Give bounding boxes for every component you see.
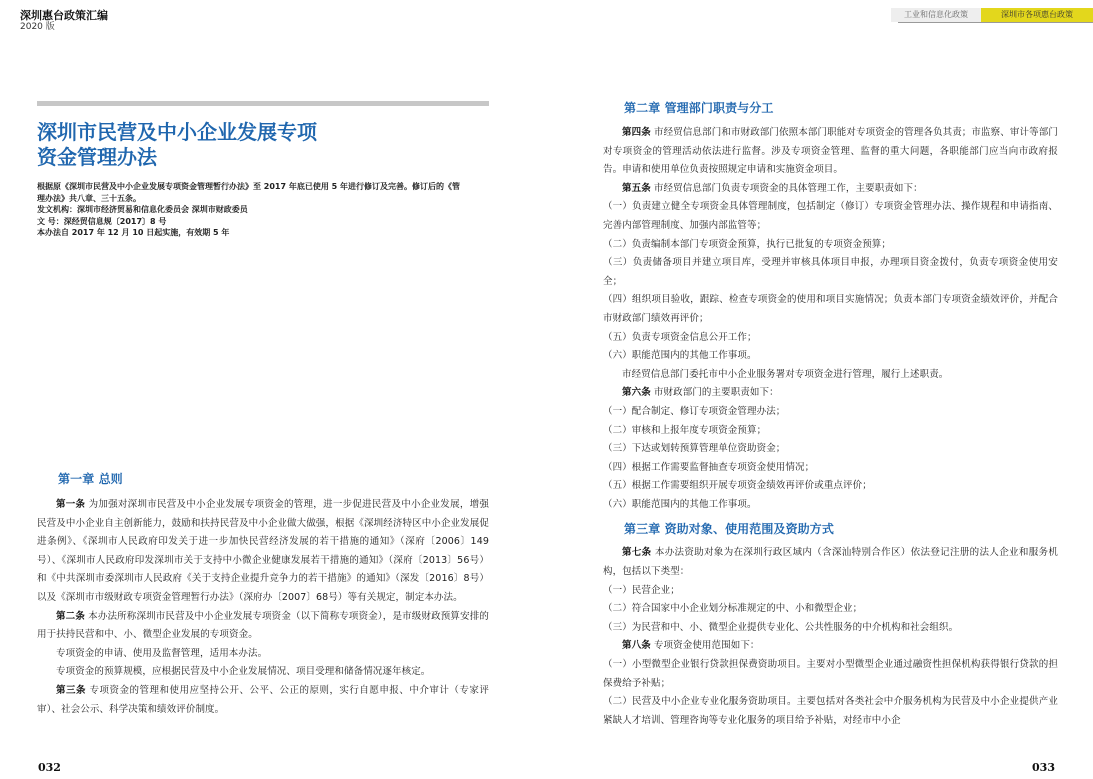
article-7-item-1: （一）民营企业； — [603, 584, 680, 596]
document-meta — [37, 181, 489, 239]
meta-doc-number: 文 号：深经贸信息规〔2017〕8 号 — [37, 216, 167, 226]
title-block — [37, 101, 489, 239]
article-7-item-2: （二）符合国家中小企业划分标准规定的中、小和微型企业； — [603, 603, 863, 615]
article-6-text: 市财政部门的主要职责如下： — [650, 387, 779, 399]
article-3-text: 专项资金的管理和使用应坚持公开、公平、公正的原则，实行自愿申报、中介审计（专家评审）、社会公示、科学决策和绩效评价制度。 — [37, 684, 489, 715]
right-page-body — [603, 100, 1058, 730]
meta-revision-note: 根据原《深圳市民营及中小企业发展专项资金管理暂行办法》至 2017 年底已使用 5 年进行修订及完善。修订后的《管 — [37, 182, 460, 191]
meta-issuer: 发文机构：深圳市经济贸易和信息化委员会 深圳市财政委员 — [37, 205, 248, 214]
header-rule — [898, 22, 1093, 23]
article-2-text: 本办法所称深圳市民营及中小企业发展专项资金（以下简称专项资金），是市级财政预算安排的用于扶持民营和中、小、微型企业发展的专项资金。 — [37, 610, 489, 641]
book-title: 深圳惠台政策汇编 — [20, 9, 108, 22]
article-5-text: 市经贸信息部门负责专项资金的具体管理工作，主要职责如下： — [650, 182, 923, 194]
article-6-item-2: （二）审核和上报年度专项资金预算； — [603, 424, 767, 436]
article-5-label: 第五条 — [622, 182, 651, 194]
edition-label: 2020 版 — [20, 22, 55, 32]
article-1 — [37, 496, 489, 608]
article-5-item-6: （六）职能范围内的其他工作事项。 — [603, 350, 757, 362]
page-number-right: 033 — [1032, 761, 1055, 774]
article-1-label: 第一条 — [56, 499, 86, 510]
article-3 — [37, 682, 489, 719]
article-5-item-5: （五）负责专项资金信息公开工作； — [603, 331, 757, 343]
article-6-label: 第六条 — [622, 387, 651, 399]
document-title-line2: 资金管理办法 — [37, 145, 157, 169]
document-title — [37, 120, 489, 170]
chapter-2-title: 第二章 管理部门职责与分工 — [624, 101, 774, 115]
article-6-item-4: （四）根据工作需要监督抽查专项资金使用情况； — [603, 461, 815, 473]
article-6 — [603, 384, 1058, 403]
article-5-item-1: （一）负责建立健全专项资金具体管理制度，包括制定（修订）专项资金管理办法、操作规程和申请指南、完善内部管理制度、加强内部监管等； — [603, 201, 1058, 231]
article-6-item-5: （五）根据工作需要组织开展专项资金绩效再评价或重点评价； — [603, 480, 872, 492]
article-5 — [603, 180, 1058, 199]
running-header — [20, 9, 108, 33]
article-8-item-2: （二）民营及中小企业专业化服务资助项目。主要包括对各类社会中介服务机构为民营及中小企业提供产业紧缺人才培训、管理咨询等专业化服务的项目给予补贴，对经市中小企 — [603, 696, 1058, 726]
article-5-delegation: 市经贸信息部门委托市中小企业服务署对专项资金进行管理，履行上述职责。 — [622, 368, 949, 380]
article-4-text: 市经贸信息部门和市财政部门依照本部门职能对专项资金的管理各负其责；市监察、审计等部门对专项资金的管理活动依法进行监督。涉及专项资金管理、监督的重大问题，各职能部门应当向市政府报告。申请和使用单位负责按照规定申请和实施资金项目。 — [603, 127, 1058, 176]
document-title-line1: 深圳市民营及中小企业发展专项 — [37, 120, 317, 144]
title-rule — [37, 101, 489, 106]
article-7-text: 本办法资助对象为在深圳行政区域内（含深汕特别合作区）依法登记注册的法人企业和服务机构，包括以下类型： — [603, 547, 1058, 578]
article-7 — [603, 544, 1058, 581]
article-5-item-3: （三）负责储备项目并建立项目库，受理并审核具体项目申报，办理项目资金拨付，负责专项资金使用安全； — [603, 257, 1058, 287]
article-8-label: 第八条 — [622, 640, 651, 652]
page-number-left: 032 — [38, 761, 61, 774]
chapter-1-title: 第一章 总则 — [58, 472, 123, 486]
tab-shenzhen-policy[interactable]: 深圳市各项惠台政策 — [981, 8, 1093, 22]
article-6-item-3: （三）下达或划转预算管理单位资助资金； — [603, 443, 786, 455]
meta-revision-note-cont: 理办法》共八章、三十五条。 — [37, 193, 141, 203]
chapter-1 — [37, 471, 489, 719]
article-6-item-6: （六）职能范围内的其他工作事项。 — [603, 498, 757, 510]
chapter-3-title: 第三章 资助对象、使用范围及资助方式 — [624, 522, 834, 537]
tab-industry-policy[interactable]: 工业和信息化政策 — [891, 8, 981, 22]
meta-effective-date: 本办法自 2017 年 12 月 10 日起实施，有效期 5 年 — [37, 228, 230, 237]
article-2-label: 第二条 — [56, 610, 85, 622]
article-6-item-1: （一）配合制定、修订专项资金管理办法； — [603, 405, 786, 417]
paragraph-budget: 专项资金的预算规模，应根据民营及中小企业发展情况、项目受理和储备情况逐年核定。 — [56, 666, 431, 678]
article-8-item-1: （一）小型微型企业银行贷款担保费资助项目。主要对小型微型企业通过融资性担保机构获得银行贷款的担保费给予补贴； — [603, 659, 1058, 689]
article-4-label: 第四条 — [622, 127, 651, 138]
section-tabs — [891, 8, 1093, 22]
article-4 — [603, 124, 1058, 180]
article-5-item-2: （二）负责编制本部门专项资金预算，执行已批复的专项资金预算； — [603, 238, 892, 250]
article-7-label: 第七条 — [622, 547, 652, 559]
article-7-item-3: （三）为民营和中、小、微型企业提供专业化、公共性服务的中介机构和社会组织。 — [603, 621, 959, 633]
article-8-text: 专项资金使用范围如下： — [650, 640, 760, 652]
article-8 — [603, 637, 1058, 656]
article-1-text: 为加强对深圳市民营及中小企业发展专项资金的管理，进一步促进民营及中小企业发展，增强民营及中小企业自主创新能力，鼓励和扶持民营及中小企业做大做强，根据《深圳经济特区中小企业发展促进条例》、《深圳市人民政府印发关于进一步加快民营经济发展的若干措施的通知》（深府〔2006〕149号）、《深圳市人民政府印发深圳市关于支持中小微企业健康发展若干措施的通知》（深府〔2013〕56号）和《中共深圳市委深圳市人民政府《关于支持企业提升竞争力的若干措施》的通知》（深发〔2016〕8号）以及《深圳市市级财政专项资金管理暂行办法》（深府办〔2007〕68号）等有关规定，制定本办法。 — [37, 499, 489, 603]
paragraph-scope: 专项资金的申请、使用及监督管理，适用本办法。 — [56, 647, 268, 659]
article-5-item-4: （四）组织项目验收，跟踪、检查专项资金的使用和项目实施情况；负责本部门专项资金绩效评价，并配合市财政部门绩效再评价； — [603, 294, 1058, 324]
article-2 — [37, 608, 489, 645]
article-3-label: 第三条 — [56, 684, 86, 696]
